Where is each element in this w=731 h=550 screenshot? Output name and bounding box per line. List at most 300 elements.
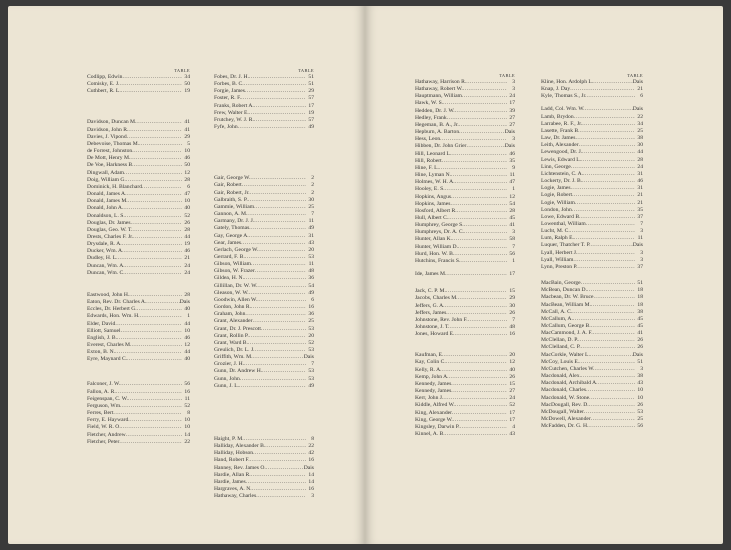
entry-table-number: 35	[637, 206, 643, 213]
entry-table-number: 20	[308, 246, 314, 253]
index-entry	[415, 122, 515, 129]
entry-name: Kinnel, A. B.	[415, 431, 445, 438]
entry-name: Grant, Ward B.	[214, 339, 248, 346]
entry-name: Kyle, Thomas S., Jr.	[541, 93, 587, 100]
entry-table-number: 28	[509, 207, 515, 214]
entry-name: Davidson, Duncan M.	[87, 119, 137, 126]
entry-table-number: 16	[308, 457, 314, 464]
entry-table-number: 26	[637, 344, 643, 351]
entry-name: Hine, F. L.	[415, 164, 439, 171]
entry-name: Lucht, M. C.	[541, 228, 570, 235]
entry-name: Drysdale, R. A.	[87, 241, 122, 248]
entry-name: Grant, Alexander	[214, 318, 253, 325]
index-entry	[541, 157, 643, 164]
entry-table-number: 53	[308, 253, 314, 260]
index-entry	[214, 74, 314, 81]
index-entry	[415, 374, 515, 381]
entry-name: Gunn, John	[214, 375, 240, 382]
entry-table-number: 52	[184, 212, 190, 219]
index-entry	[415, 172, 515, 179]
entry-name: Franks, Robert A.	[214, 102, 254, 109]
entry-table-number: 7	[640, 220, 643, 227]
leader-dots	[572, 309, 635, 316]
entry-table-number: 53	[308, 347, 314, 353]
leader-dots	[443, 352, 507, 359]
leader-dots	[451, 151, 507, 158]
index-entry	[541, 302, 643, 309]
entry-table-number: 22	[308, 443, 314, 450]
index-entry	[214, 190, 314, 197]
entry-name: Edwards, Hon. Wm. H.	[87, 313, 140, 320]
index-entry	[541, 287, 643, 294]
leader-dots	[466, 79, 507, 86]
entry-table-number: 34	[637, 120, 643, 127]
entry-table-number: 10	[184, 424, 190, 431]
entry-table-number: 51	[308, 74, 314, 80]
entry-table-number: Dais	[303, 354, 314, 361]
entry-name: Kaufman, E.	[415, 352, 444, 359]
index-entry	[415, 431, 515, 438]
leader-dots	[574, 114, 635, 121]
entry-name: Exton, B. N.	[87, 349, 116, 356]
entry-table-number: 21	[637, 199, 643, 206]
index-entry	[415, 288, 515, 295]
leader-dots	[445, 186, 507, 193]
index-group	[415, 352, 515, 438]
entry-name: McBean, Duncan D.	[541, 287, 587, 294]
entry-name: Hull, Albert C.	[415, 214, 449, 221]
index-entry	[415, 136, 515, 143]
leader-dots	[255, 268, 306, 275]
entry-name: Gear, James	[214, 239, 242, 246]
index-entry	[87, 403, 190, 410]
entry-name: Fyfe, John	[214, 124, 238, 131]
leader-dots	[146, 299, 179, 306]
leader-dots	[575, 135, 635, 142]
entry-table-number: 46	[637, 178, 643, 185]
entry-table-number: 19	[184, 88, 190, 95]
index-entry	[415, 271, 515, 278]
entry-name: London, John	[541, 206, 572, 213]
index-entry	[214, 479, 314, 486]
index-entry	[415, 86, 515, 93]
entry-table-number: 31	[308, 232, 314, 239]
index-entry	[415, 179, 515, 186]
entry-table-number: 46	[509, 150, 515, 157]
index-entry	[541, 93, 643, 100]
entry-table-number: 24	[509, 93, 515, 100]
entry-table-number: 17	[509, 409, 515, 416]
index-entry	[87, 349, 190, 356]
leader-dots	[454, 251, 507, 258]
entry-table-number: 1	[512, 257, 515, 264]
index-entry	[541, 214, 643, 221]
entry-name: Logie, William	[541, 199, 575, 206]
leader-dots	[463, 86, 507, 93]
index-entry	[214, 318, 314, 325]
entry-table-number: Dais	[179, 299, 190, 306]
index-entry	[214, 204, 314, 211]
leader-dots	[258, 247, 306, 254]
entry-name: Jeffers, G. A.	[415, 302, 445, 309]
index-entry	[214, 225, 314, 232]
index-entry	[415, 79, 515, 86]
leader-dots	[128, 127, 182, 134]
entry-table-number: 30	[509, 302, 515, 309]
index-entry	[541, 235, 643, 242]
index-entry	[214, 197, 314, 204]
index-entry	[87, 234, 190, 241]
leader-dots	[451, 194, 507, 201]
entry-name: Falconer, J. W.	[87, 381, 121, 388]
index-entry	[415, 236, 515, 243]
entry-table-number: 56	[637, 423, 643, 430]
entry-name: Kerr, John J.	[415, 395, 444, 402]
entry-name: McCall, A. C.	[541, 308, 573, 315]
entry-table-number: 26	[509, 373, 515, 380]
entry-table-number: 41	[509, 222, 515, 229]
index-entry	[541, 316, 643, 323]
entry-table-number: 16	[509, 331, 515, 338]
entry-table-number: 7	[512, 316, 515, 323]
leader-dots	[257, 297, 306, 304]
leader-dots	[245, 311, 306, 318]
table-header: TABLE	[298, 68, 314, 73]
entry-table-number: 51	[637, 358, 643, 365]
left-page	[8, 6, 365, 544]
entry-name: Grant, Dr. J. Prescott	[214, 325, 261, 332]
entry-name: Hauptmann, William	[415, 93, 462, 100]
entry-name: McClellan, D. P.	[541, 337, 579, 344]
entry-table-number: 44	[184, 349, 190, 356]
leader-dots	[248, 340, 306, 347]
leader-dots	[252, 486, 306, 493]
entry-name: Linn, George	[541, 163, 571, 170]
leader-dots	[573, 316, 635, 323]
entry-table-number: 17	[509, 100, 515, 107]
entry-name: de Forrest, Johnston	[87, 148, 133, 155]
leader-dots	[594, 294, 635, 301]
leader-dots	[127, 134, 182, 141]
entry-table-number: 20	[308, 332, 314, 339]
index-entry	[415, 317, 515, 324]
index-entry	[87, 396, 190, 403]
leader-dots	[455, 179, 507, 186]
entry-table-number: 21	[184, 255, 190, 262]
leader-dots	[142, 184, 182, 191]
entry-table-number: 49	[308, 382, 314, 389]
index-entry	[415, 100, 515, 107]
index-group	[214, 74, 314, 131]
index-entry	[415, 93, 515, 100]
entry-name: Hegeman, B. A., Jr.	[415, 121, 459, 128]
entry-name: Humphreys, Dr. A. C.	[415, 229, 464, 236]
index-group	[87, 74, 190, 95]
leader-dots	[253, 450, 306, 457]
index-entry	[87, 306, 190, 313]
index-entry	[415, 367, 515, 374]
index-entry	[415, 295, 515, 302]
entry-table-number: 11	[308, 218, 314, 225]
entry-name: Macdonald, Archibald A.	[541, 380, 598, 387]
index-entry	[87, 255, 190, 262]
entry-table-number: 3	[640, 249, 643, 256]
leader-dots	[459, 122, 507, 129]
index-entry	[87, 342, 190, 349]
index-entry	[541, 86, 643, 93]
index-entry	[87, 321, 190, 328]
entry-table-number: 10	[184, 198, 190, 205]
entry-name: Kemp, John A.	[415, 373, 449, 380]
index-entry	[214, 88, 314, 95]
entry-name: Lum, Ralph E.	[541, 235, 574, 242]
entry-name: Holmes, W. H. A.	[415, 179, 455, 186]
right-page-column-2	[541, 73, 643, 430]
entry-name: Jeffers, James	[415, 309, 447, 316]
index-entry	[214, 290, 314, 297]
entry-name: Donald, James M.	[87, 198, 128, 205]
entry-name: Kingsley, Darwin P.	[415, 423, 460, 430]
entry-name: Hathaway, Harrison R.	[415, 79, 467, 85]
entry-name: Kennedy, James	[415, 388, 452, 395]
entry-name: Gerlach, George W.	[214, 246, 259, 253]
index-entry	[87, 198, 190, 205]
leader-dots	[442, 367, 507, 374]
entry-name: Lynn, Preston P.	[541, 263, 578, 270]
leader-dots	[439, 165, 507, 172]
index-entry	[87, 141, 190, 148]
entry-table-number: 34	[184, 74, 190, 80]
entry-name: De Voe, Harkness B.	[87, 162, 134, 169]
entry-name: Hine, Lyman N.	[415, 172, 452, 179]
entry-table-number: 12	[509, 193, 515, 200]
entry-table-number: 28	[637, 156, 643, 163]
leader-dots	[587, 287, 635, 294]
entry-name: McCoy, Louis E.	[541, 358, 580, 365]
leader-dots	[250, 175, 306, 182]
entry-table-number: 46	[184, 248, 190, 255]
index-entry	[415, 165, 515, 172]
entry-name: De Mott, Henry M.	[87, 155, 131, 162]
index-entry	[214, 247, 314, 254]
entry-name: Gair, Robert	[214, 182, 242, 189]
entry-name: Knap, J. Day	[541, 86, 571, 93]
index-entry	[415, 402, 515, 409]
leader-dots	[131, 220, 182, 227]
entry-table-number: 27	[509, 121, 515, 128]
leader-dots	[598, 380, 635, 387]
entry-name: King, George W.	[415, 416, 453, 423]
entry-table-number: 57	[308, 116, 314, 123]
entry-table-number: Dais	[504, 129, 515, 136]
index-group	[541, 79, 643, 100]
leader-dots	[240, 376, 306, 383]
leader-dots	[121, 403, 182, 410]
index-entry	[214, 368, 314, 375]
entry-table-number: 9	[512, 164, 515, 171]
entry-table-number: 31	[637, 185, 643, 192]
entry-table-number: 10	[637, 387, 643, 394]
leader-dots	[250, 457, 306, 464]
entry-name: Eaton, Rev. Dr. Charles A.	[87, 299, 147, 306]
entry-table-number: 11	[509, 172, 515, 179]
index-group	[214, 175, 314, 390]
leader-dots	[249, 225, 306, 232]
index-entry	[214, 493, 314, 500]
entry-table-number: 38	[637, 308, 643, 315]
entry-table-number: 30	[637, 142, 643, 149]
index-entry	[214, 218, 314, 225]
index-entry	[415, 424, 515, 431]
entry-name: Douglas, Geo. W. T.	[87, 226, 133, 233]
entry-table-number: 4	[512, 423, 515, 430]
index-entry	[415, 143, 515, 150]
leader-dots	[571, 164, 635, 171]
entry-name: Halliday, Hobson	[214, 450, 254, 457]
entry-table-number: 49	[308, 124, 314, 131]
leader-dots	[257, 283, 306, 290]
index-entry	[415, 410, 515, 417]
entry-name: Douglas, Dr. James	[87, 219, 131, 226]
index-entry	[214, 297, 314, 304]
index-entry	[87, 381, 190, 388]
table-header: TABLE	[499, 73, 515, 78]
entry-name: Ducker, Wm. A.	[87, 248, 124, 255]
leader-dots	[593, 330, 635, 337]
entry-name: Kelly, R. A.	[415, 366, 442, 373]
entry-table-number: 19	[308, 109, 314, 116]
entry-name: Hess, Leon	[415, 136, 441, 143]
entry-name: Lowenthal, William	[541, 220, 586, 227]
entry-table-number: 48	[509, 324, 515, 330]
index-entry	[541, 409, 643, 416]
index-entry	[541, 416, 643, 423]
index-entry	[541, 359, 643, 366]
leader-dots	[449, 324, 507, 331]
leader-dots	[446, 359, 507, 366]
index-entry	[415, 244, 515, 251]
index-entry	[214, 376, 314, 383]
entry-name: Jones, Howard E.	[415, 331, 455, 338]
index-entry	[541, 352, 643, 359]
index-group	[87, 119, 190, 276]
leader-dots	[244, 361, 306, 368]
leader-dots	[251, 304, 306, 311]
leader-dots	[585, 106, 633, 113]
entry-table-number: 37	[637, 213, 643, 220]
index-entry	[87, 213, 190, 220]
entry-table-number: 18	[637, 287, 643, 294]
leader-dots	[582, 178, 635, 185]
entry-name: Gibson, W. Frazer	[214, 268, 255, 275]
entry-table-number: 10	[184, 148, 190, 155]
entry-table-number: 28	[184, 226, 190, 233]
index-entry	[541, 294, 643, 301]
entry-table-number: Dais	[632, 242, 643, 249]
entry-name: Frew, Walter E.	[214, 109, 249, 116]
entry-table-number: Dais	[632, 351, 643, 358]
index-entry	[541, 257, 643, 264]
leader-dots	[122, 74, 182, 81]
entry-name: Dudley, H. L.	[87, 255, 118, 262]
entry-table-number: 3	[640, 228, 643, 235]
entry-name: McCallum, George B.	[541, 323, 591, 329]
table-header: TABLE	[174, 68, 190, 73]
entry-table-number: 42	[308, 450, 314, 457]
index-entry	[214, 311, 314, 318]
index-entry	[415, 381, 515, 388]
entry-table-number: 40	[184, 356, 190, 363]
entry-name: Hathaway, Charles	[214, 493, 257, 500]
leader-dots	[460, 424, 507, 431]
index-entry	[541, 330, 643, 337]
entry-table-number: 15	[509, 288, 515, 295]
index-entry	[87, 432, 190, 439]
entry-name: Debevoise, Thomas M.	[87, 140, 140, 147]
leader-dots	[577, 264, 635, 271]
entry-table-number: 7	[311, 361, 314, 368]
index-entry	[214, 326, 314, 333]
leader-dots	[126, 191, 182, 198]
entry-name: Kiddle, Alfred W.	[415, 402, 455, 409]
index-entry	[214, 333, 314, 340]
entry-table-number: 51	[637, 280, 643, 287]
entry-name: Hedden, Dr. J. W.	[415, 107, 455, 114]
index-entry	[214, 211, 314, 218]
index-entry	[214, 361, 314, 368]
entry-table-number: 17	[509, 271, 515, 278]
leader-dots	[246, 479, 306, 486]
entry-table-number: 14	[308, 471, 314, 478]
entry-table-number: 3	[512, 136, 515, 143]
entry-table-number: 11	[184, 395, 190, 402]
index-entry	[87, 270, 190, 277]
entry-table-number: 16	[308, 304, 314, 311]
leader-dots	[244, 275, 306, 282]
entry-name: Hill, Robert	[415, 157, 442, 164]
entry-name: Hopkins, Angus	[415, 193, 452, 200]
entry-name: McDougall, Walter	[541, 408, 584, 415]
entry-table-number: 3	[640, 365, 643, 372]
index-entry	[87, 81, 190, 88]
entry-name: Garmany, Dr. J. J.	[214, 218, 255, 225]
leader-dots	[577, 250, 635, 257]
leader-dots	[464, 229, 507, 236]
index-entry	[415, 215, 515, 222]
index-entry	[87, 335, 190, 342]
entry-name: Graham, John	[214, 311, 246, 318]
leader-dots	[450, 201, 507, 208]
entry-name: Jacobs, Charles M.	[415, 295, 458, 302]
entry-name: Duncan, Wm. A.	[87, 262, 125, 269]
entry-name: Macdonald, Alex.	[541, 373, 581, 380]
entry-name: Donaldson, L. S.	[87, 212, 125, 219]
entry-table-number: 47	[184, 191, 190, 198]
index-entry	[214, 261, 314, 268]
leader-dots	[244, 81, 306, 88]
entry-table-number: 58	[509, 236, 515, 243]
leader-dots	[266, 465, 304, 472]
leader-dots	[466, 143, 504, 150]
index-entry	[415, 201, 515, 208]
entry-table-number: 10	[184, 327, 190, 334]
leader-dots	[455, 402, 507, 409]
entry-table-number: 29	[308, 88, 314, 95]
index-entry	[415, 158, 515, 165]
leader-dots	[584, 409, 635, 416]
leader-dots	[128, 198, 182, 205]
leader-dots	[451, 388, 507, 395]
